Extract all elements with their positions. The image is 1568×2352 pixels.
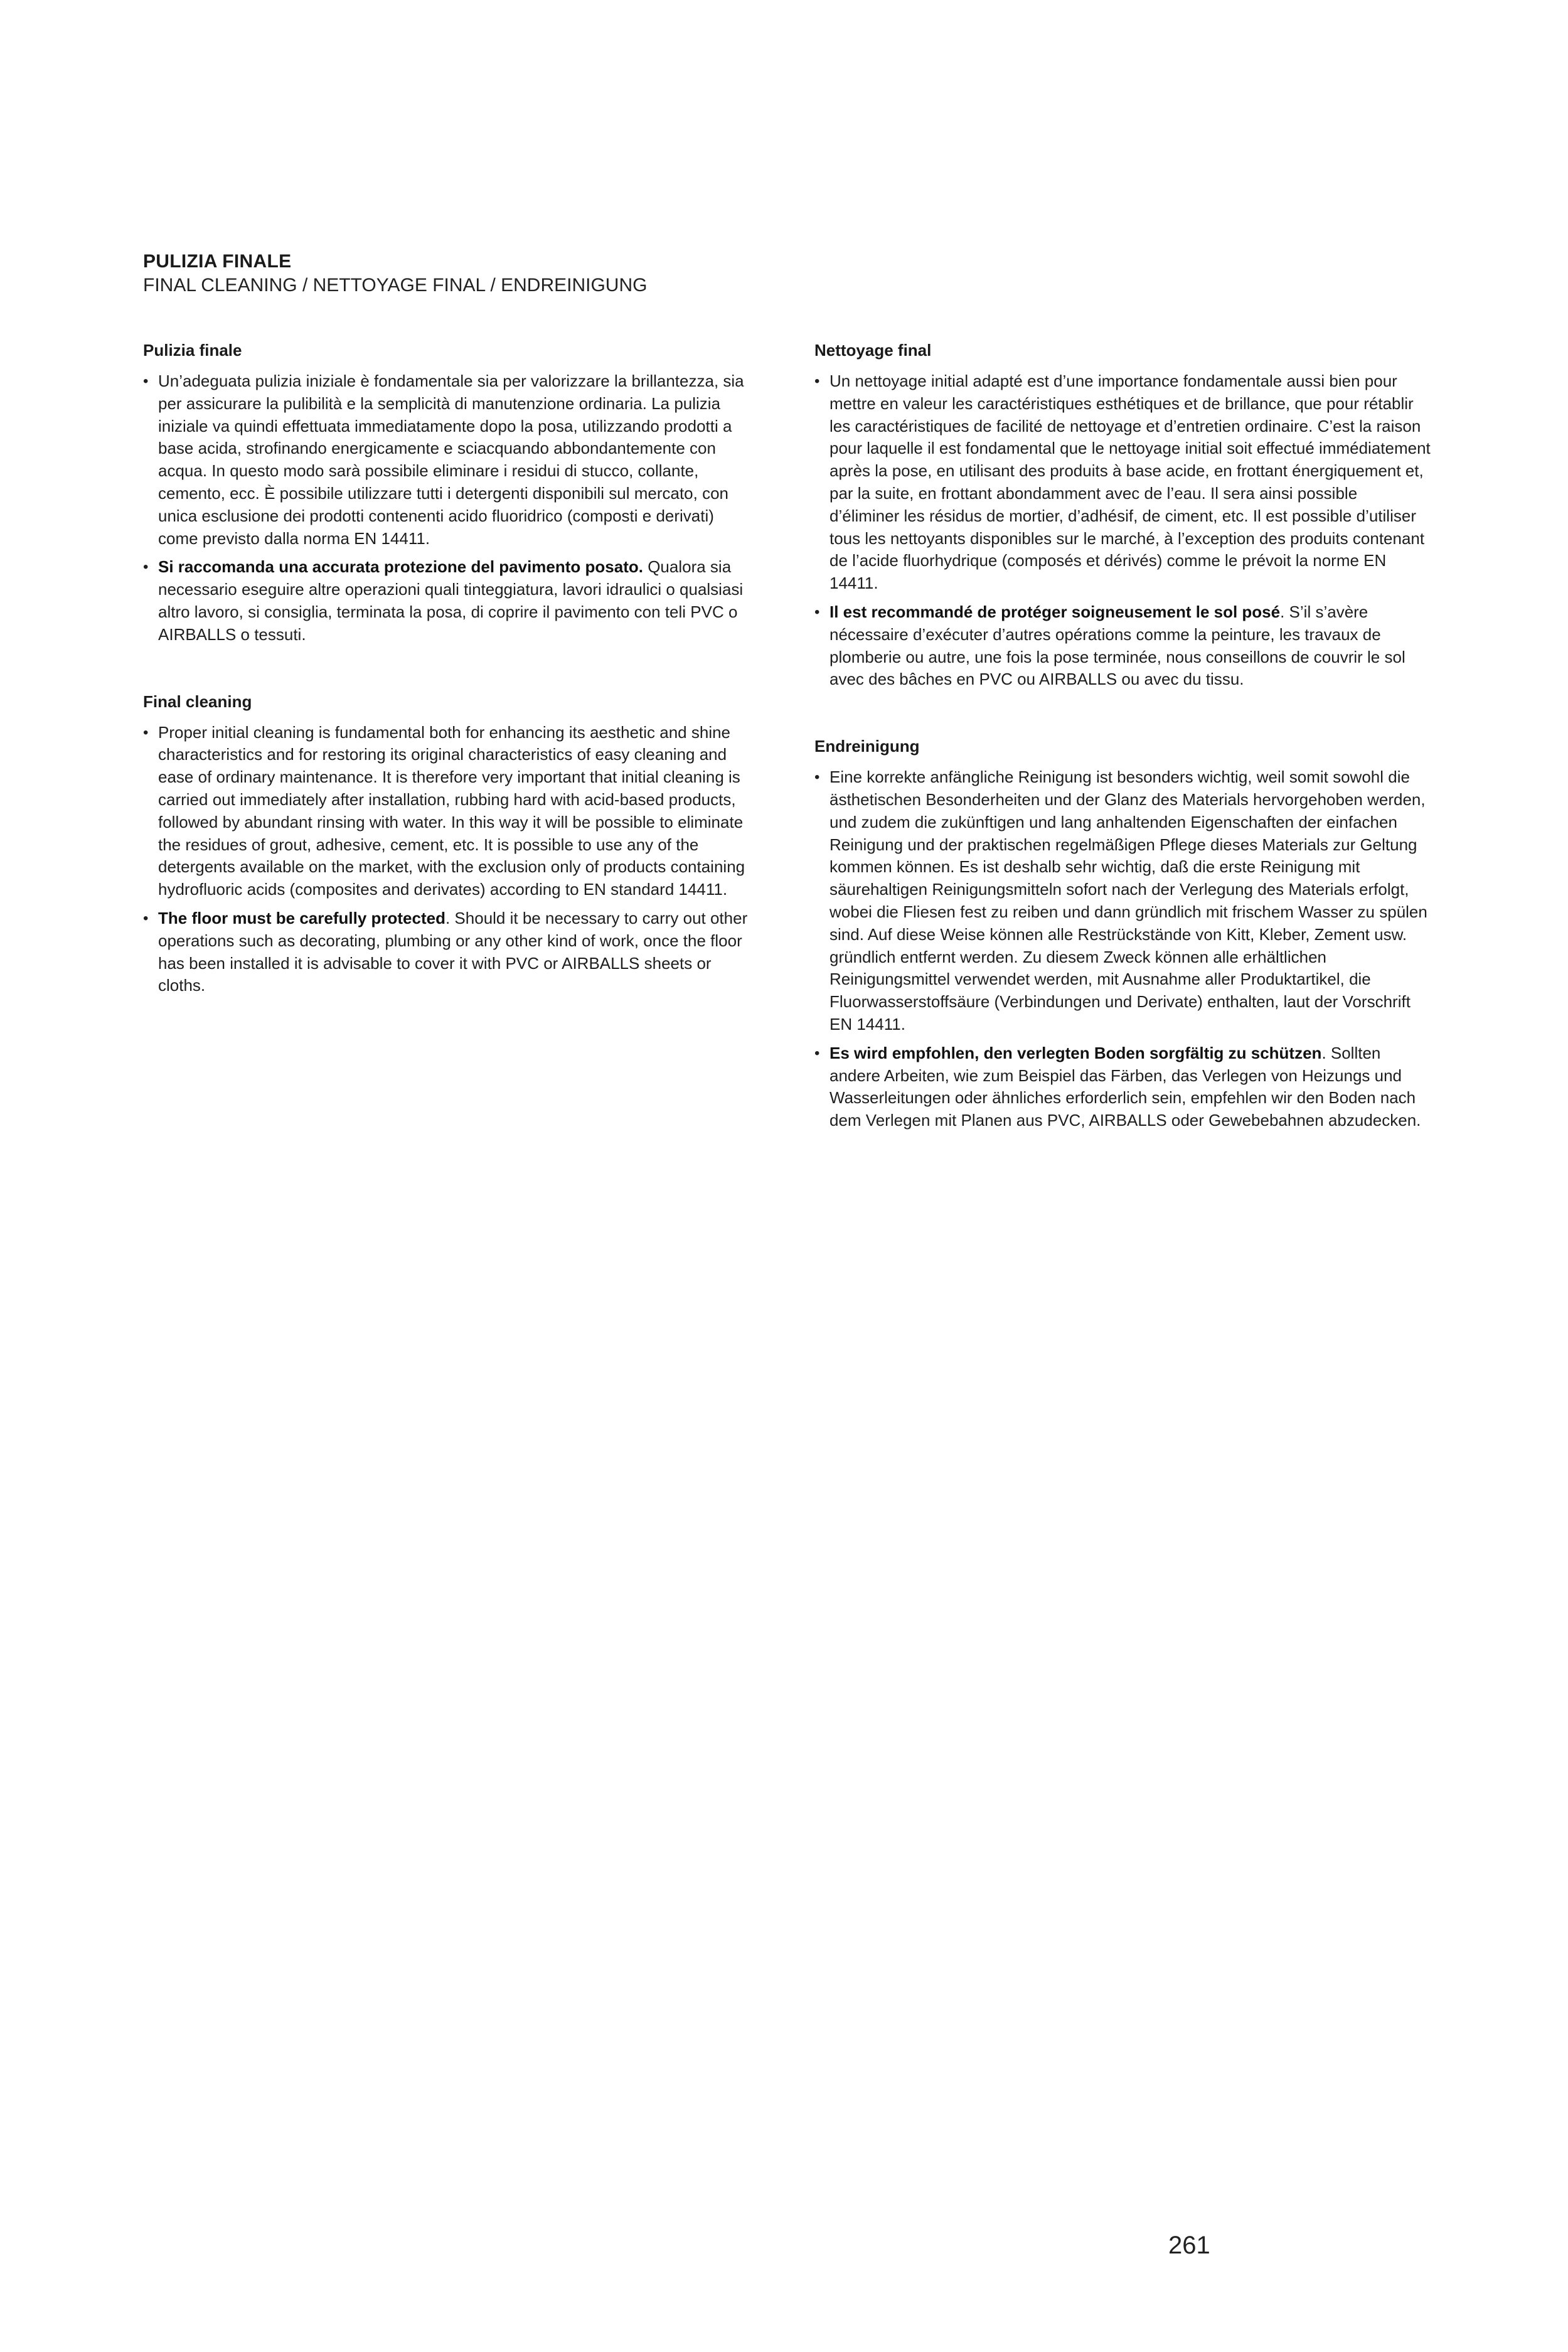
list-item-bold: The floor must be carefully protected	[158, 908, 445, 927]
list-item-text: Qualora sia necessario eseguire altre operazioni quali tinteggiatura, lavori idraulici o qualsiasi altro lavoro, si consiglia, terminata la posa, di coprire il pavimento con teli PVC o AIRBALLS o tessuti.	[158, 557, 744, 644]
list-item	[814, 370, 1431, 595]
left-column	[143, 339, 758, 1041]
list-item	[814, 601, 1431, 691]
section-title-italian: Pulizia finale	[143, 341, 242, 360]
list-item	[814, 1042, 1431, 1132]
section-italian	[143, 339, 758, 646]
page-heading	[143, 250, 896, 297]
section-french	[814, 339, 1431, 691]
list-item-text: Un nettoyage initial adapté est d’une importance fondamentale aussi bien pour mettre en valeur les caractéristiques esthétiques et de brillance, que pour rétablir les caractéristiques de facilité de nettoyage et d’entretien ordinaire. C’est la raison pour laquelle il est fondamental que le nettoyage initial soit effectué immédiatement après la pose, en utilisant des produits à base acide, en frottant énergiquement et, par la suite, en frottant abondamment avec de l’eau. Il sera ainsi possible d’éliminer les résidus de mortier, d’adhésif, de ciment, etc. Il est possible d’utiliser tous les nettoyants disponibles sur le marché, à l’exception des produits contenant de l’acide fluorhydrique (composés et dérivés) comme le prévoit la norme EN 14411.	[829, 372, 1431, 593]
list-item-text: Proper initial cleaning is fundamental both for enhancing its aesthetic and shine characteristics and for restoring its original characteristics of easy cleaning and ease of ordinary maintenance. It is therefore very important that initial cleaning is carried out immediately after installation, rubbing hard with acid-based products, followed by abundant rinsing with water. In this way it will be possible to eliminate the residues of grout, adhesive, cement, etc. It is possible to use any of the detergents available on the market, with the exclusion only of products containing hydrofluoric acids (composites and derivates) according to EN standard 14411.	[158, 722, 745, 899]
bullet-list-italian	[143, 370, 758, 646]
list-item	[143, 722, 758, 901]
section-title-english: Final cleaning	[143, 692, 252, 711]
page-subtitle: FINAL CLEANING / NETTOYAGE FINAL / ENDREINIGUNG	[143, 275, 648, 296]
list-item	[814, 766, 1431, 1036]
section-german	[814, 735, 1431, 1132]
bullet-list-french	[814, 370, 1431, 691]
section-title-german: Endreinigung	[814, 737, 920, 756]
list-item	[143, 556, 758, 646]
list-item-bold: Si raccomanda una accurata protezione del pavimento posato.	[158, 557, 643, 577]
list-item-text: Un’adeguata pulizia iniziale è fondamentale sia per valorizzare la brillantezza, sia per assicurare la pulibilità e la semplicità di manutenzione ordinaria. La pulizia iniziale va quindi effettuata immediatamente dopo la posa, utilizzando prodotti a base acida, strofinando energicamente e sciacquando abbondantemente con acqua. In questo modo sarà possibile eliminare i residui di stucco, collante, cemento, ecc. È possibile utilizzare tutti i detergenti disponibili sul mercato, con unica esclusione dei prodotti contenenti acido fluoridrico (composti e derivati) come previsto dalla norma EN 14411.	[158, 372, 744, 548]
list-item-text: Eine korrekte anfängliche Reinigung ist besonders wichtig, weil somit sowohl die ästhetischen Besonderheiten und der Glanz des Materials hervorgehoben werden, und zudem die zukünftigen und lang anhaltenden Eigenschaften der einfachen Reinigung und der praktischen regelmäßigen Pflege dieses Materials zur Geltung kommen können. Es ist deshalb sehr wichtig, daß die erste Reinigung mit säurehaltigen Reinigungsmitteln sofort nach der Verlegung des Materials erfolgt, wobei die Fliesen fest zu reiben und dann gründlich mit frischem Wasser zu spülen sind. Auf diese Weise können alle Restrückstände von Kitt, Kleber, Zement usw. gründlich entfernt werden. Zu diesem Zweck können alle erhältlichen Reinigungsmittel verwendet werden, mit Ausnahme aller Produktartikel, die Fluorwasserstoffsäure (Verbindungen und Derivate) enthalten, laut der Vorschrift EN 14411.	[829, 767, 1427, 1034]
bullet-list-german	[814, 766, 1431, 1132]
list-item-text: . Sollten andere Arbeiten, wie zum Beispiel das Färben, das Verlegen von Heizungs und Wasserleitungen oder ähnliches erforderlich sein, empfehlen wir den Boden nach dem Verlegen mit Planen aus PVC, AIRBALLS oder Gewebebahnen abzudecken.	[829, 1043, 1421, 1130]
section-english	[143, 690, 758, 998]
right-column	[814, 339, 1431, 1176]
list-item	[143, 907, 758, 997]
bullet-list-english	[143, 722, 758, 998]
list-item-text: . Should it be necessary to carry out other operations such as decorating, plumbing or any other kind of work, once the floor has been installed it is advisable to cover it with PVC or AIRBALLS sheets or cloths.	[158, 908, 748, 995]
section-title-french: Nettoyage final	[814, 341, 932, 360]
list-item-bold: Es wird empfohlen, den verlegten Boden sorgfältig zu schützen	[829, 1043, 1322, 1062]
list-item-bold: Il est recommandé de protéger soigneusement le sol posé	[829, 602, 1281, 621]
page-title: PULIZIA FINALE	[143, 251, 292, 272]
list-item-text: . S’il s’avère nécessaire d’exécuter d’autres opérations comme la peinture, les travaux de plomberie ou autre, une fois la pose terminée, nous conseillons de couvrir le sol avec des bâches en PVC ou AIRBALLS ou avec du tissu.	[829, 602, 1405, 689]
list-item	[143, 370, 758, 550]
page-number: 261	[1168, 2232, 1210, 2259]
